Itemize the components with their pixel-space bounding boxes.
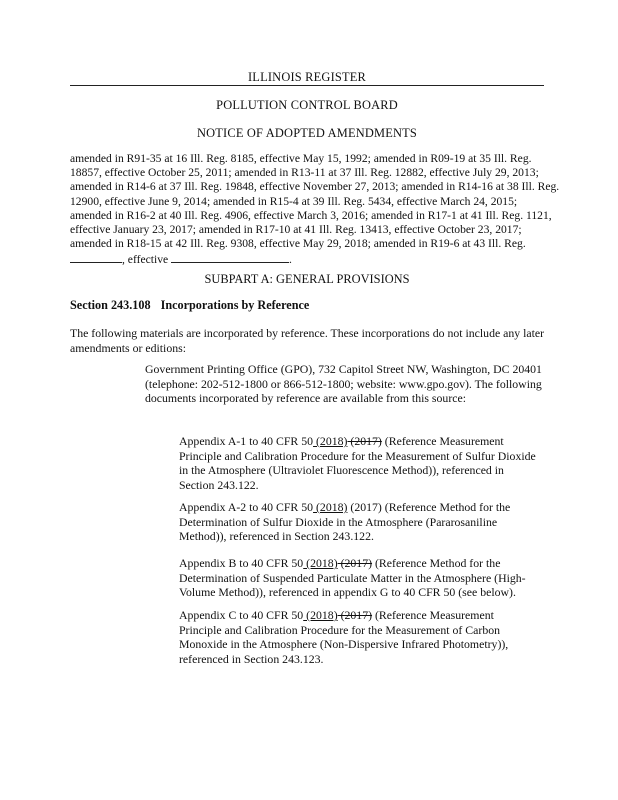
section-number: Section 243.108 bbox=[70, 298, 151, 312]
deleted-text: (2017) bbox=[337, 556, 373, 570]
history-text: amended in R91-35 at 16 Ill. Reg. 8185, effective May 15, 1992; amended in R09-19 at 35 Ill. Reg. 18857, effective October 25, 2011; amended in R13-11 at 37 Ill. Reg. 12882, effective July 29, 2013; amended in R14-6 at 37 Ill. Reg. 19848, effective November 27, 2013; amended in R14-16 at 38 Ill. Reg. 12900, effective June 9, 2014; amended in R15-4 at 39 Ill. Reg. 5434, effective March 24, 2015; amended in R16-2 at 40 Ill. Reg. 4906, effective March 3, 2016; amended in R17-1 at 41 Ill. Reg. 1121, effective January 23, 2017; amended in R17-10 at 41 Ill. Reg. 13413, effective October 23, 2017; amended in R18-15 at 42 Ill. Reg. 9308, effective May 29, 2018; amended in R19-6 at 43 Ill. Reg. bbox=[70, 152, 560, 251]
section-heading bbox=[70, 298, 309, 313]
register-title: ILLINOIS REGISTER bbox=[247, 70, 366, 84]
effective-date-blank bbox=[171, 251, 289, 263]
reference-item bbox=[179, 556, 539, 600]
item-rest: (Reference Measurement Principle and Calibration Procedure for the Measurement of Sulfur Dioxide in the Atmosphere (Ultraviolet Fluorescence Method)), referenced in Section 243.122. bbox=[179, 434, 536, 492]
item-prefix: Appendix C to 40 CFR 50 bbox=[179, 608, 304, 622]
inserted-text: (2018) bbox=[313, 500, 348, 514]
item-prefix: Appendix B to 40 CFR 50 bbox=[179, 556, 304, 570]
effective-label: , effective bbox=[122, 253, 169, 267]
item-retained-year: (2017) bbox=[347, 500, 382, 514]
item-rest: (Reference Measurement Principle and Calibration Procedure for the Measurement of Carbon Monoxide in the Atmosphere (Non-Dispersive Infrared Photometry)), referenced in Section 243.123. bbox=[179, 608, 509, 666]
inserted-text: (2018) bbox=[303, 608, 338, 622]
history-end: . bbox=[289, 253, 292, 267]
item-prefix: Appendix A-1 to 40 CFR 50 bbox=[179, 434, 314, 448]
item-rest: (Reference Method for the Determination of Suspended Particulate Matter in the Atmosphere (High-Volume Method)), referenced in appendix G to 40 CFR 50 (see below). bbox=[179, 556, 526, 600]
inserted-text: (2018) bbox=[313, 434, 348, 448]
item-rest: (Reference Method for the Determination of Sulfur Dioxide in the Atmosphere (Pararosaniline Method)), referenced in Section 243.122. bbox=[179, 500, 511, 544]
section-title: Incorporations by Reference bbox=[160, 298, 310, 312]
item-prefix: Appendix A-2 to 40 CFR 50 bbox=[179, 500, 314, 514]
deleted-text: (2017) bbox=[337, 608, 373, 622]
reference-item bbox=[179, 608, 539, 666]
board-name: POLLUTION CONTROL BOARD bbox=[216, 98, 398, 112]
deleted-text: (2017) bbox=[347, 434, 382, 448]
reference-item bbox=[179, 434, 539, 492]
header-rule bbox=[70, 85, 544, 86]
reference-item bbox=[179, 500, 539, 544]
amendment-history bbox=[70, 152, 560, 268]
notice-title: NOTICE OF ADOPTED AMENDMENTS bbox=[196, 126, 418, 140]
reg-page-blank bbox=[70, 251, 122, 263]
inserted-text: (2018) bbox=[303, 556, 338, 570]
intro-paragraph: The following materials are incorporated by reference. These incorporations do not include any later amendments or editions: bbox=[70, 326, 545, 355]
gpo-source-paragraph: Government Printing Office (GPO), 732 Capitol Street NW, Washington, DC 20401 (telephone: 202-512-1800 or 866-512-1800; website: www.gpo.gov). The following documents incorporated by reference are available from this source: bbox=[145, 362, 542, 406]
subpart-heading: SUBPART A: GENERAL PROVISIONS bbox=[204, 272, 410, 286]
